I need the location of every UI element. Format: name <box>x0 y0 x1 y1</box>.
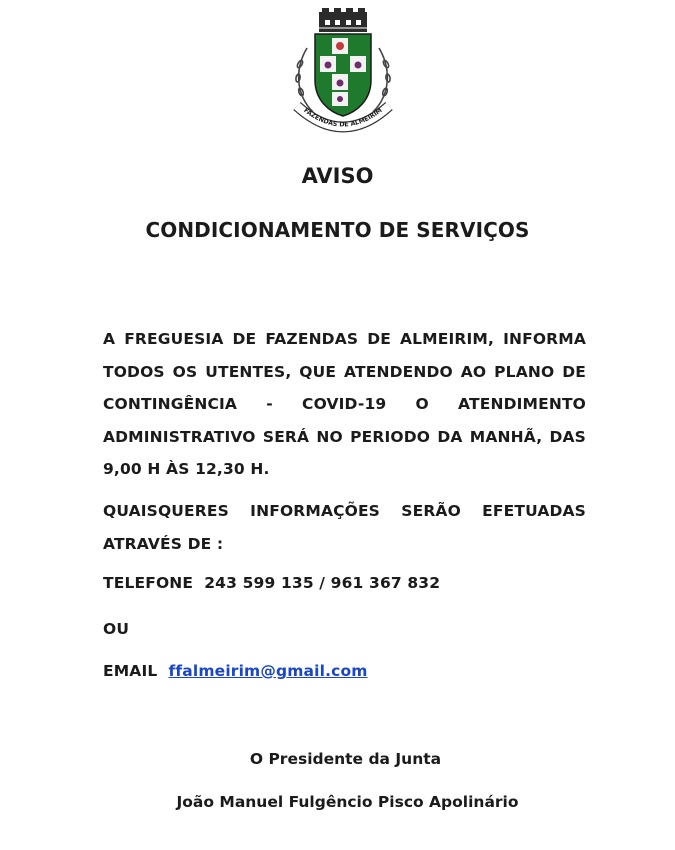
email-line <box>103 662 368 680</box>
shield <box>315 34 371 116</box>
signature-role: O Presidente da Junta <box>249 750 442 768</box>
email-link[interactable]: ffalmeirim@gmail.com <box>168 662 368 680</box>
email-label: EMAIL <box>103 662 158 680</box>
parish-crest <box>287 8 399 140</box>
phone-line <box>103 574 440 592</box>
or-text: OU <box>103 620 130 638</box>
ribbon-text: FAZENDAS DE ALMEIRIM <box>302 107 384 129</box>
announcement-paragraph: A FREGUESIA DE FAZENDAS DE ALMEIRIM, INFORMA TODOS OS UTENTES, QUE ATENDENDO AO PLANO DE CONTINGÊNCIA - COVID-19 O ATENDIMENTO ADMINISTRATIVO SERÁ NO PERIODO DA MANHÃ, DAS 9,00 H ÀS 12,30 H. <box>103 330 586 478</box>
signature-name: João Manuel Fulgêncio Pisco Apolinário <box>176 793 519 811</box>
notice-subtitle: CONDICIONAMENTO DE SERVIÇOS <box>145 218 530 242</box>
phone-numbers: 243 599 135 / 961 367 832 <box>204 574 441 592</box>
mural-crown <box>319 8 367 32</box>
contact-intro-paragraph: QUAISQUERES INFORMAÇÕES SERÃO EFETUADAS ATRAVÉS DE : <box>103 502 586 553</box>
notice-title: AVISO <box>301 164 374 188</box>
phone-label: TELEFONE <box>103 574 194 592</box>
